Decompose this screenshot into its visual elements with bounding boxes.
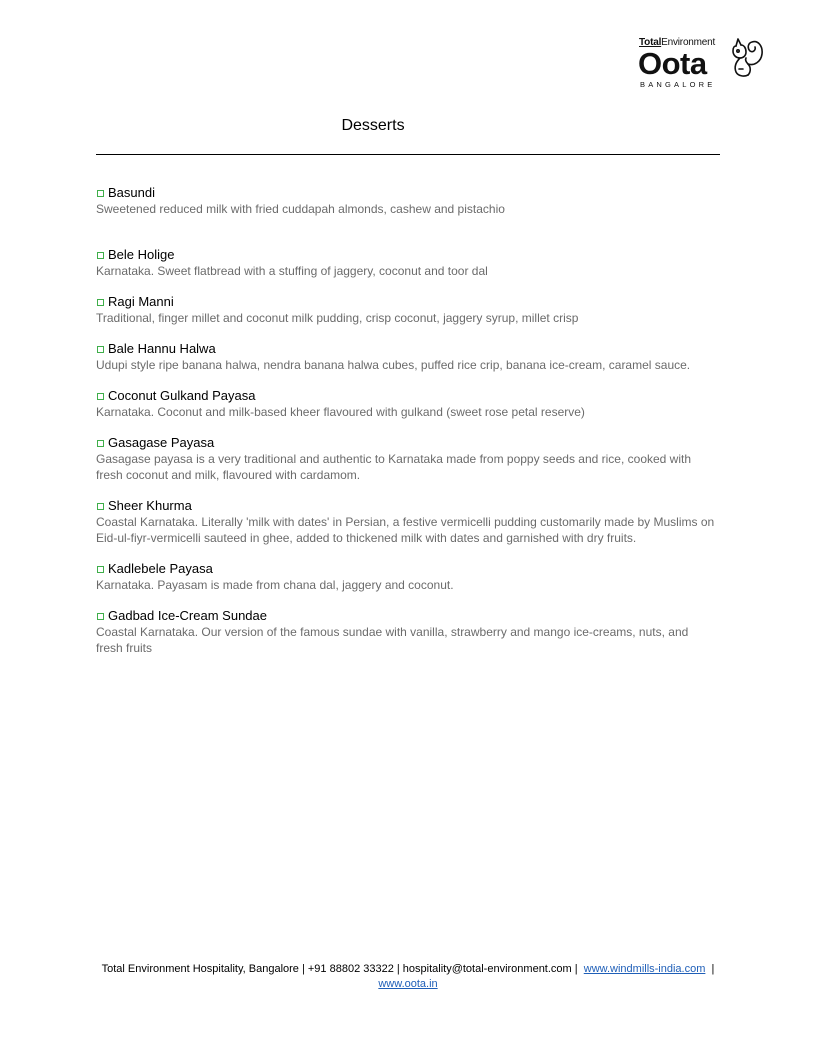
menu-item-name: Bele Holige <box>108 246 175 262</box>
page-title: Desserts <box>341 117 405 134</box>
menu-item <box>96 606 716 656</box>
menu-item-description: Traditional, finger millet and coconut milk pudding, crisp coconut, jaggery syrup, millet crisp <box>96 311 579 325</box>
page-footer <box>0 962 816 992</box>
checkbox-icon <box>97 252 104 259</box>
checkbox-icon <box>97 346 104 353</box>
windmills-link[interactable]: www.windmills-india.com <box>583 963 706 975</box>
logo-name: Oota <box>638 46 707 81</box>
footer-line-2 <box>0 977 816 992</box>
menu-item-description: Udupi style ripe banana halwa, nendra banana halwa cubes, puffed rice crip, banana ice-cream, caramel sauce. <box>96 358 691 372</box>
menu-item-name: Bale Hannu Halwa <box>108 340 216 356</box>
menu-item <box>96 339 716 386</box>
footer-contact: Total Environment Hospitality, Bangalore | +91 88802 33322 | hospitality@total-environment.com | <box>101 963 578 975</box>
logo-brand-suffix: Environment <box>661 37 716 48</box>
menu-item <box>96 496 716 559</box>
footer-line-1 <box>0 962 816 977</box>
menu-item-name: Gadbad Ice-Cream Sundae <box>108 607 267 623</box>
footer-separator: | <box>711 963 715 975</box>
menu-item-name: Gasagase Payasa <box>108 434 215 450</box>
checkbox-icon <box>97 566 104 573</box>
menu-item-description: Coastal Karnataka. Literally 'milk with dates' in Persian, a festive vermicelli pudding customarily made by Muslims on Eid-ul-fiyr-vermicelli sauteed in ghee, added to thickened milk with dates and garnished with dry fruits. <box>96 515 715 545</box>
menu-item-description: Gasagase payasa is a very traditional and authentic to Karnataka made from poppy seeds and rice, cooked with fresh coconut and milk, flavoured with cardamom. <box>96 452 692 482</box>
oota-logo <box>638 36 770 92</box>
menu-item-description: Karnataka. Payasam is made from chana dal, jaggery and coconut. <box>96 578 454 592</box>
checkbox-icon <box>97 299 104 306</box>
menu-item <box>96 433 716 496</box>
checkbox-icon <box>97 503 104 510</box>
menu-item <box>96 183 716 245</box>
menu-item <box>96 559 716 606</box>
menu-item-name: Ragi Manni <box>108 293 174 309</box>
menu-item-description: Karnataka. Coconut and milk-based kheer flavoured with gulkand (sweet rose petal reserve) <box>96 405 585 419</box>
menu-item-name: Coconut Gulkand Payasa <box>108 387 256 403</box>
oota-link[interactable]: www.oota.in <box>378 978 438 990</box>
menu-item-name: Kadlebele Payasa <box>108 560 213 576</box>
menu-item-name: Sheer Khurma <box>108 497 192 513</box>
checkbox-icon <box>97 393 104 400</box>
menu-item-description: Coastal Karnataka. Our version of the famous sundae with vanilla, strawberry and mango ice-creams, nuts, and fresh fruits <box>96 625 689 655</box>
menu-item-name: Basundi <box>108 184 155 200</box>
menu-item-description: Karnataka. Sweet flatbread with a stuffing of jaggery, coconut and toor dal <box>96 264 488 278</box>
title-divider <box>96 154 720 155</box>
menu-item <box>96 386 716 433</box>
logo-city: BANGALORE <box>640 80 716 89</box>
checkbox-icon <box>97 613 104 620</box>
checkbox-icon <box>97 440 104 447</box>
logo-brand-prefix: Total <box>639 37 662 48</box>
menu-item <box>96 245 716 292</box>
menu-item <box>96 292 716 339</box>
squirrel-icon <box>728 36 770 80</box>
dessert-menu-list <box>96 183 716 656</box>
checkbox-icon <box>97 190 104 197</box>
menu-item-description: Sweetened reduced milk with fried cuddapah almonds, cashew and pistachio <box>96 202 505 216</box>
